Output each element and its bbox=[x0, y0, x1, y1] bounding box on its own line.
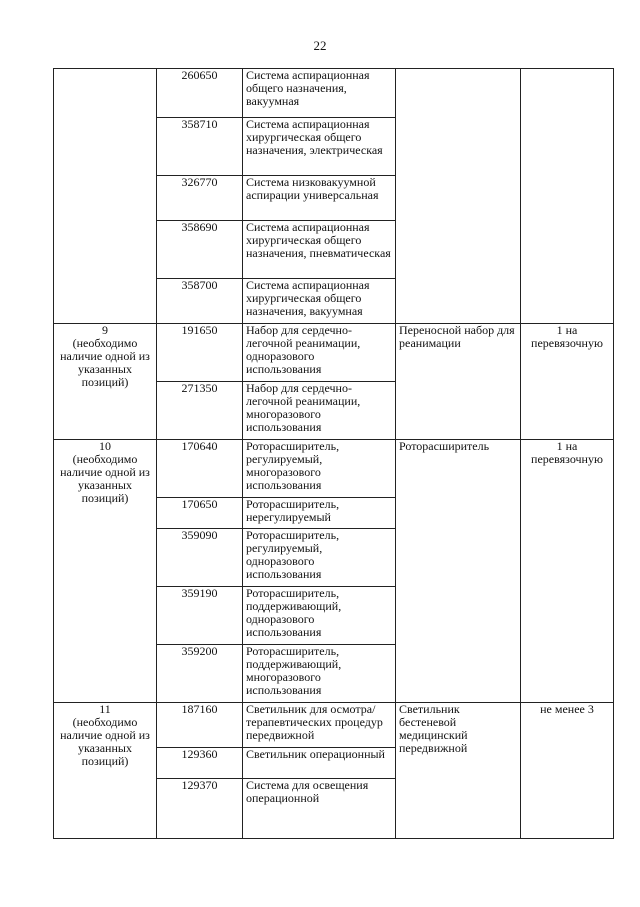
group-number-cell bbox=[54, 69, 157, 324]
equipment-type-cell bbox=[396, 69, 521, 324]
item-name: Система аспирационная хирургическая общего назначения, вакуумная bbox=[243, 279, 396, 324]
quantity-cell bbox=[521, 69, 614, 324]
item-name: Роторасширитель, поддерживающий, многоразового использования bbox=[243, 645, 396, 703]
item-name: Система низковакуумной аспирации универсальная bbox=[243, 176, 396, 221]
item-code: 271350 bbox=[157, 382, 243, 440]
group-number-cell bbox=[54, 440, 157, 703]
group-number: 10 bbox=[99, 439, 111, 453]
item-code: 129360 bbox=[157, 748, 243, 779]
page-number: 22 bbox=[313, 38, 327, 53]
item-code: 191650 bbox=[157, 324, 243, 382]
item-name: Роторасширитель, нерегулируемый bbox=[243, 498, 396, 529]
item-code: 260650 bbox=[157, 69, 243, 118]
item-code: 358710 bbox=[157, 118, 243, 176]
item-name: Роторасширитель, регулируемый, многоразового использования bbox=[243, 440, 396, 498]
quantity: 1 на перевязочную bbox=[521, 324, 614, 440]
item-code: 359090 bbox=[157, 529, 243, 587]
table-row bbox=[54, 69, 614, 118]
item-name: Набор для сердечно-легочной реанимации, многоразового использования bbox=[243, 382, 396, 440]
equipment-type: Переносной набор для реанимации bbox=[396, 324, 521, 440]
group-number: 11 bbox=[99, 702, 111, 716]
item-name: Светильник для осмотра/ терапевтических процедур передвижной bbox=[243, 703, 396, 748]
table-row bbox=[54, 324, 614, 382]
group-number: 9 bbox=[102, 323, 108, 337]
group-number-cell bbox=[54, 324, 157, 440]
item-code: 326770 bbox=[157, 176, 243, 221]
equipment-table bbox=[53, 68, 614, 839]
item-code: 129370 bbox=[157, 779, 243, 839]
item-name: Светильник операционный bbox=[243, 748, 396, 779]
item-code: 187160 bbox=[157, 703, 243, 748]
group-number-cell bbox=[54, 703, 157, 839]
item-code: 358690 bbox=[157, 221, 243, 279]
item-code: 358700 bbox=[157, 279, 243, 324]
quantity: 1 на перевязочную bbox=[521, 440, 614, 703]
item-code: 359200 bbox=[157, 645, 243, 703]
quantity: не менее 3 bbox=[521, 703, 614, 839]
item-name: Набор для сердечно-легочной реанимации, одноразового использования bbox=[243, 324, 396, 382]
item-name: Роторасширитель, поддерживающий, одноразового использования bbox=[243, 587, 396, 645]
table-row bbox=[54, 440, 614, 498]
item-code: 170640 bbox=[157, 440, 243, 498]
item-name: Система аспирационная общего назначения, вакуумная bbox=[243, 69, 396, 118]
item-name: Роторасширитель, регулируемый, одноразового использования bbox=[243, 529, 396, 587]
equipment-type: Светильник бестеневой медицинский передвижной bbox=[396, 703, 521, 839]
item-code: 170650 bbox=[157, 498, 243, 529]
group-note: (необходимо наличие одной из указанных позиций) bbox=[60, 336, 150, 389]
group-note: (необходимо наличие одной из указанных позиций) bbox=[60, 452, 150, 505]
item-name: Система аспирационная хирургическая общего назначения, электрическая bbox=[243, 118, 396, 176]
table-row bbox=[54, 703, 614, 748]
group-note: (необходимо наличие одной из указанных позиций) bbox=[60, 715, 150, 768]
item-name: Система аспирационная хирургическая общего назначения, пневматическая bbox=[243, 221, 396, 279]
item-code: 359190 bbox=[157, 587, 243, 645]
equipment-type: Роторасширитель bbox=[396, 440, 521, 703]
item-name: Система для освещения операционной bbox=[243, 779, 396, 839]
